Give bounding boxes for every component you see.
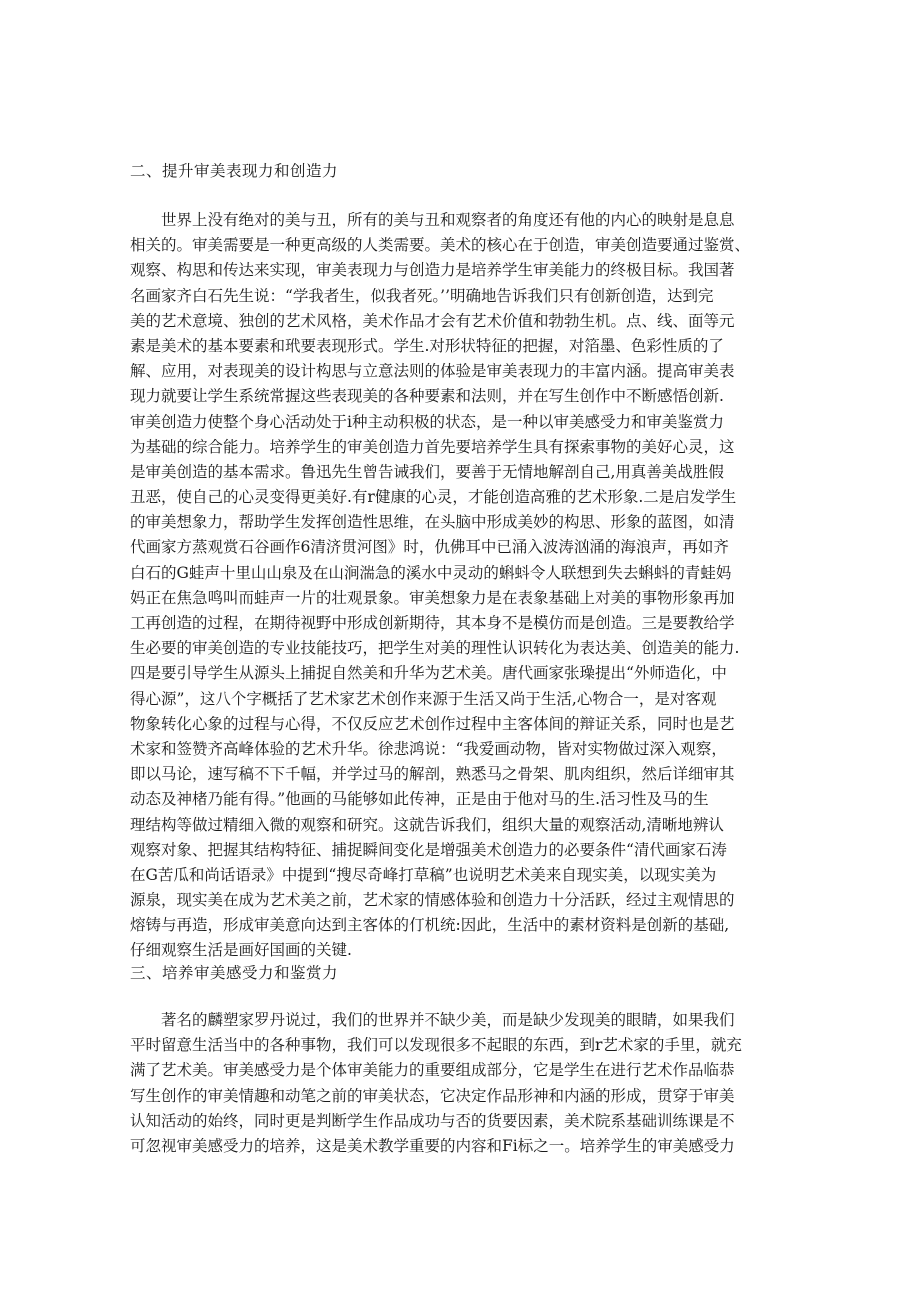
paragraph-line: 为基础的综合能力。培养学生的审美创造力首先要培养学生具有探索事物的美好心灵，这 bbox=[130, 437, 735, 456]
paragraph-line: 写生创作的审美情趣和动笔之前的审美状态，它决定作品形神和内涵的形成，贯穿于审美 bbox=[130, 1086, 735, 1105]
paragraph-line: 动态及神楮乃能有得。”他画的马能够如此传神，正是由于他对马的生.活习性及马的生 bbox=[130, 790, 709, 809]
paragraph-line: 认知活动的始终，同时更是判断学生作品成功与否的货要因素，美术院系基础训练课是不 bbox=[130, 1111, 735, 1130]
paragraph-line: 得心源”，这八个字概括了艺术家艺术创作来源于生活又尚于生活,心物合一，是对客观 bbox=[130, 689, 717, 708]
paragraph-line: 丑恶，使自己的心灵变得更美好.有r健康的心灵，才能创造高雅的艺术形象.二是启发学生 bbox=[130, 488, 737, 507]
paragraph-line: 相关的。审美需要是一种更高级的人类需要。美术的核心在于创造，审美创造要通过鉴赏、 bbox=[130, 236, 751, 255]
paragraph-line: 素是美术的基本要素和玳要表现形式。学生.对形状特征的把握，对箔墨、色彩性质的了 bbox=[130, 336, 724, 355]
section-2-paragraph bbox=[130, 208, 792, 964]
paragraph-line: 白石的G蛙声十里山山泉及在山涧湍急的溪水中灵动的蝌蚪令人联想到失去蝌蚪的青蛙妈 bbox=[130, 563, 732, 582]
paragraph-line: 物象转化心象的过程与心得，不仅反应艺术创作过程中主客体间的辩证关系，同时也是艺 bbox=[130, 714, 735, 733]
paragraph-line: 是审美创造的基本需求。鲁迅先生曾告诫我们，要善于无情地解剖自己,用真善美战胜假 bbox=[130, 462, 724, 481]
section-heading-3: 三、培养审美感受力和鉴赏力 bbox=[130, 964, 339, 982]
paragraph-line: 仔细观察生活是画好国画的关键. bbox=[130, 941, 352, 960]
paragraph-line: 观察、构思和传达来实现，审美表现力与创造力是培养学生审美能力的终极目标。我国著 bbox=[130, 261, 735, 280]
section-heading-2: 二、提升审美表现力和创造力 bbox=[130, 162, 339, 180]
paragraph-line: 生必要的审美创造的专业技能技巧，把学生对美的理性认识转化为表达美、创造美的能力. bbox=[130, 639, 740, 658]
paragraph-line: 工再创造的过程，在期待视野中形成创新期待，其本身不是模仿而是创造。三是要教给学 bbox=[130, 614, 735, 632]
paragraph-line: 术家和签赞齐高峰体验的艺术升华。徐悲鸿说：“我爱画动物，皆对实物做过深入观察， bbox=[130, 739, 727, 758]
paragraph-line: 观察对象、把握其结构特征、捕捉瞬间变化是增强美术创造力的必要条件“清代画家石涛 bbox=[130, 840, 727, 859]
paragraph-line: 可忽视审美感受力的培养，这是美术教学重要的内容和Fi标之一。培养学生的审美感受力 bbox=[130, 1136, 735, 1155]
paragraph-line: 现力就要让学生系统常握这些表现美的各种要素和法则，并在写生创作中不断感悟创新. bbox=[130, 387, 724, 406]
paragraph-line: 熔铸与再造，形成审美意向达到主客体的仃机统:因此，生活中的素材资料是创新的基础, bbox=[130, 916, 730, 935]
paragraph-line: 世界上没有绝对的美与丑，所有的美与丑和观察者的角度还有他的内心的映射是息息 bbox=[161, 211, 735, 229]
section-3-paragraph bbox=[130, 1008, 792, 1159]
paragraph-line: 平时留意生活当中的各种事物，我们可以发现很多不起眼的东西，到r艺术家的手里，就充 bbox=[130, 1036, 742, 1055]
paragraph-line: 著名的麟塑家罗丹说过，我们的世界并不缺少美，而是缺少发现美的眼睛，如果我们 bbox=[161, 1011, 735, 1029]
paragraph-line: 名画家齐白石先生说：“学我者生，似我者死。’’明确地告诉我们只有创新创造，达到完 bbox=[130, 286, 714, 305]
paragraph-line: 的审美想象力，帮助学生发挥创造性思维，在头脑中形成美妙的构思、形象的蓝图，如清 bbox=[130, 513, 735, 532]
paragraph-line: 即以马论，速写稿不下千幅，并学过马的解剖，熟悉马之骨架、肌肉组织，然后详细审其 bbox=[130, 765, 735, 784]
paragraph-line: 妈正在焦急鸣叫而蛙声一片的壮观景象。审美想象力是在表象基础上对美的事物形象再加 bbox=[130, 588, 735, 607]
paragraph-line: 美的艺术意境、独创的艺术风格，美术作品才会有艺术价值和勃勃生机。点、线、面等元 bbox=[130, 311, 735, 330]
paragraph-line: 解、应用，对表现美的设计构思与立意法则的体验是审美表现力的丰富内涵。提高审美表 bbox=[130, 362, 735, 381]
paragraph-line: 理结构等做过精细入微的观察和研究。这就告诉我们，组织大量的观察活动,清晰地辨认 bbox=[130, 815, 724, 834]
paragraph-line: 源泉，现实美在成为艺术美之前，艺术家的情感体验和创造力十分活跃，经过主观情思的 bbox=[130, 891, 735, 910]
paragraph-line: 满了艺术美。审美感受力是个体审美能力的重要组成部分，它是学生在进行艺术作品临恭 bbox=[130, 1061, 735, 1080]
paragraph-line: 四是要引导学生从源头上捕捉自然美和升华为艺术美。唐代画家张璪提出“外师造化，中 bbox=[130, 664, 727, 683]
paragraph-line: 在G苦瓜和尚话语录》中提到“搜尽奇峰打草稿”也说明艺术美来自现实美，以现实美为 bbox=[130, 865, 717, 884]
paragraph-line: 代画家方蒸观赏石谷画作6清济贯河图》时，仇佛耳中已涌入波涛汹涌的海浪声，再如齐 bbox=[130, 538, 729, 557]
paragraph-line: 审美创造力使整个身心活动处于i种主动积极的状态，是一种以审美感受力和审美鉴赏力 bbox=[130, 412, 724, 431]
